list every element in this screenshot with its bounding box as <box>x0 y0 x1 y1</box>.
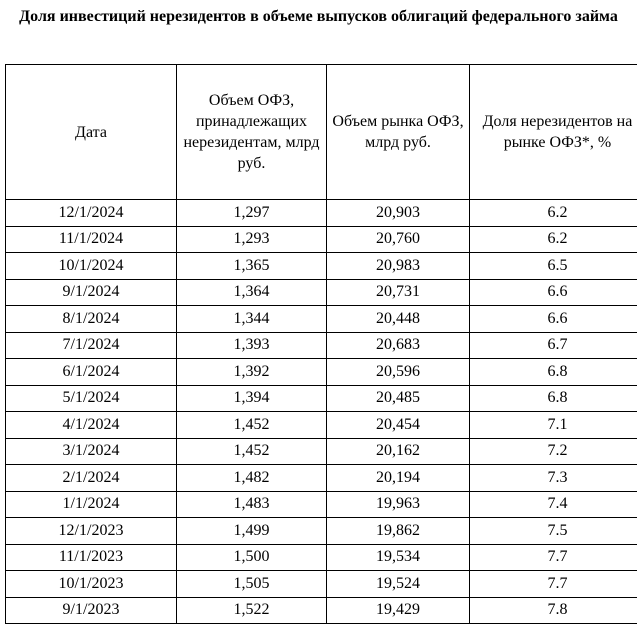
cell-nonresident-volume: 1,500 <box>177 544 327 571</box>
cell-market-volume: 20,903 <box>327 200 470 227</box>
cell-nonresident-volume: 1,365 <box>177 253 327 280</box>
header-nonresident-volume: Объем ОФЗ, принадлежащих нерезидентам, млрд руб. <box>177 65 327 200</box>
cell-market-volume: 19,524 <box>327 571 470 598</box>
cell-nonresident-volume: 1,297 <box>177 200 327 227</box>
cell-nonresident-share: 6.6 <box>470 306 637 333</box>
cell-date: 10/1/2024 <box>6 253 177 280</box>
header-nonresident-share: Доля нерезидентов на рынке ОФЗ*, % <box>470 65 637 200</box>
cell-date: 6/1/2024 <box>6 359 177 386</box>
table-row <box>6 544 637 571</box>
cell-nonresident-volume: 1,522 <box>177 597 327 624</box>
table-row <box>6 279 637 306</box>
table-row <box>6 412 637 439</box>
cell-date: 10/1/2023 <box>6 571 177 598</box>
cell-market-volume: 19,963 <box>327 491 470 518</box>
table-row <box>6 306 637 333</box>
table-row <box>6 571 637 598</box>
cell-market-volume: 20,683 <box>327 332 470 359</box>
cell-date: 9/1/2023 <box>6 597 177 624</box>
cell-market-volume: 20,760 <box>327 226 470 253</box>
cell-market-volume: 19,429 <box>327 597 470 624</box>
cell-market-volume: 20,162 <box>327 438 470 465</box>
cell-date: 7/1/2024 <box>6 332 177 359</box>
cell-nonresident-share: 6.8 <box>470 359 637 386</box>
cell-date: 9/1/2024 <box>6 279 177 306</box>
cell-date: 1/1/2024 <box>6 491 177 518</box>
cell-nonresident-share: 6.5 <box>470 253 637 280</box>
ofz-nonresident-table <box>5 64 637 624</box>
table-row <box>6 200 637 227</box>
cell-nonresident-volume: 1,483 <box>177 491 327 518</box>
cell-nonresident-share: 7.4 <box>470 491 637 518</box>
cell-nonresident-share: 6.7 <box>470 332 637 359</box>
cell-nonresident-share: 6.2 <box>470 200 637 227</box>
table-row <box>6 491 637 518</box>
table-row <box>6 465 637 492</box>
cell-date: 11/1/2023 <box>6 544 177 571</box>
table-row <box>6 359 637 386</box>
cell-market-volume: 20,983 <box>327 253 470 280</box>
table-row <box>6 438 637 465</box>
cell-date: 3/1/2024 <box>6 438 177 465</box>
cell-nonresident-share: 7.7 <box>470 571 637 598</box>
cell-nonresident-share: 6.2 <box>470 226 637 253</box>
cell-nonresident-share: 7.3 <box>470 465 637 492</box>
cell-market-volume: 20,454 <box>327 412 470 439</box>
cell-market-volume: 20,194 <box>327 465 470 492</box>
table-row <box>6 385 637 412</box>
table-body <box>6 200 637 624</box>
cell-date: 5/1/2024 <box>6 385 177 412</box>
cell-nonresident-share: 7.7 <box>470 544 637 571</box>
cell-nonresident-volume: 1,393 <box>177 332 327 359</box>
cell-nonresident-volume: 1,392 <box>177 359 327 386</box>
header-date: Дата <box>6 65 177 200</box>
cell-date: 4/1/2024 <box>6 412 177 439</box>
cell-market-volume: 19,862 <box>327 518 470 545</box>
cell-nonresident-share: 7.8 <box>470 597 637 624</box>
cell-date: 2/1/2024 <box>6 465 177 492</box>
cell-nonresident-volume: 1,364 <box>177 279 327 306</box>
cell-nonresident-volume: 1,452 <box>177 412 327 439</box>
cell-nonresident-volume: 1,452 <box>177 438 327 465</box>
cell-market-volume: 20,448 <box>327 306 470 333</box>
cell-market-volume: 20,485 <box>327 385 470 412</box>
table-row <box>6 518 637 545</box>
cell-nonresident-volume: 1,505 <box>177 571 327 598</box>
table-title: Доля инвестиций нерезидентов в объеме выпусков облигаций федерального займа <box>19 8 618 25</box>
cell-date: 11/1/2024 <box>6 226 177 253</box>
table-row <box>6 253 637 280</box>
cell-nonresident-share: 7.5 <box>470 518 637 545</box>
cell-nonresident-volume: 1,482 <box>177 465 327 492</box>
cell-nonresident-volume: 1,293 <box>177 226 327 253</box>
cell-date: 12/1/2023 <box>6 518 177 545</box>
cell-market-volume: 19,534 <box>327 544 470 571</box>
cell-nonresident-share: 7.2 <box>470 438 637 465</box>
cell-market-volume: 20,596 <box>327 359 470 386</box>
table-row <box>6 226 637 253</box>
cell-nonresident-volume: 1,344 <box>177 306 327 333</box>
cell-market-volume: 20,731 <box>327 279 470 306</box>
header-row <box>6 65 637 200</box>
cell-date: 12/1/2024 <box>6 200 177 227</box>
cell-nonresident-share: 6.8 <box>470 385 637 412</box>
cell-nonresident-volume: 1,499 <box>177 518 327 545</box>
cell-nonresident-volume: 1,394 <box>177 385 327 412</box>
table-row <box>6 597 637 624</box>
header-market-volume: Объем рынка ОФЗ, млрд руб. <box>327 65 470 200</box>
cell-date: 8/1/2024 <box>6 306 177 333</box>
cell-nonresident-share: 7.1 <box>470 412 637 439</box>
table-row <box>6 332 637 359</box>
cell-nonresident-share: 6.6 <box>470 279 637 306</box>
